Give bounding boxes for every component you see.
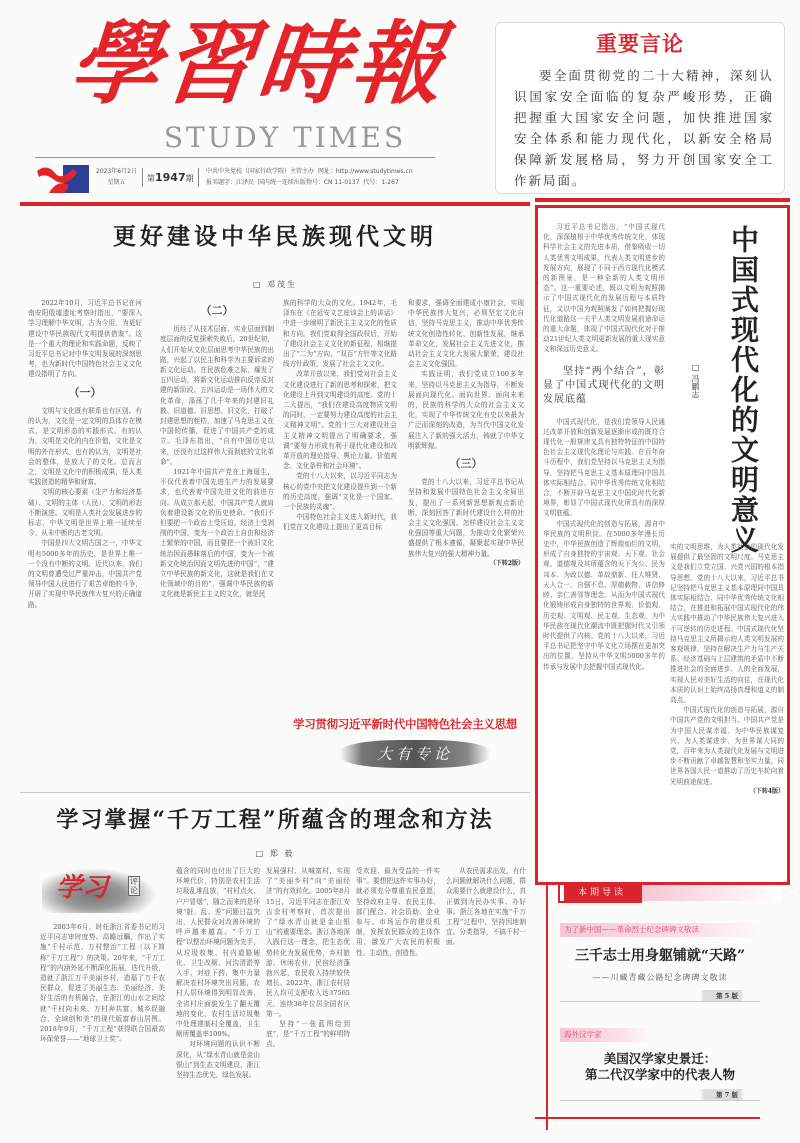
issue-no: 1947 <box>155 171 186 184</box>
issue-prefix: 第 <box>147 174 155 183</box>
paragraph: 改革开放以来，我们党对社会主义文化建设进行了新的思考和探索，把文化建设上升到文明建设的高度。党的十二大提出，“我们在建设高度物质文明的同时，一定要努力建设高度的社会主义精神文明”。党的十三大对建设社会主义精神文明提出了明确要求，强调“要努力形成有利于现代化建设和改革开放的理论指导、舆论力量、价值观念、文化条件和社会环境”。 <box>283 370 397 471</box>
guide-subtitle: ——川藏青藏公路纪念碑碑文敬读 <box>592 973 728 982</box>
date-block <box>96 166 137 188</box>
column-logo-text: 学习 <box>56 873 109 903</box>
newspaper-logo-text: 學習時報 <box>64 11 452 117</box>
paragraph: 2003年6月，时任浙江省委书记的习近平同志审时度势、高瞻远瞩，作出了实施“千村示范、万村整治”工程（以下简称“千万工程”）的决策。20年来，“千万工程”的内涵外延不断深化拓展，迭代升级，造就了浙江万千美丽乡村，造福了万千农民群众，促进了美丽生态、美丽经济、美好生活的有机融合，在浙江的山水之间绘就“千村向未来、万村奔共富、城乡促融合、全域创和美”的现代版富春山居图。2018年9月，“千万工程”获得联合国最高环保荣誉——“地球卫士奖”。 <box>40 923 165 1044</box>
newspaper-logo <box>64 8 496 120</box>
paragraph: 中国是四大文明古国之一，中华文明有5000多年的历史，是世界上唯一一个没有中断的文明。近代以来，我们的文明曾遭受过严重冲击，中国共产党领导中国人民进行了艰苦卓绝的斗争，开辟了实现中华民族伟大复兴的正确道路。 <box>28 539 142 609</box>
paragraph: 党的十八大以来，以习近平同志为核心的党中央把文化建设提升到一个新的历史高度，强调“文化是一个国家、一个民族的灵魂”。 <box>283 472 397 512</box>
article-column <box>266 866 350 1138</box>
divider <box>20 792 530 793</box>
guide-kicker: 海外汉学家 <box>560 1028 650 1042</box>
article-byline: □ 邓茂生 <box>252 280 298 289</box>
article-column <box>283 298 397 706</box>
section-divider <box>535 198 790 202</box>
paragraph: 实的文明思维，为人类社会的现代化发展提供了最坚固的文明尺度。马克思主义是我们立党立国、兴党兴国的根本指导思想。党的十八大以来，习近平总书记坚持把马克思主义基本原理同中国具体实际相结合、同中华优秀传统文化相结合，在推进和拓展中国式现代化的伟大实践中推动了中华民族伟大复兴进入不可逆转的历史进程。中国式现代化坚持马克思主义所揭示的人类文明发展的客观规律，坚持在解决生产力与生产关系、经济基础与上层建筑的矛盾中不断推进社会的全面进步、人的全面发展，实现人民对美好生活的向往，在现代化本质的认识上始终高扬真理和道义的制高点。 <box>670 543 784 705</box>
page-reference[interactable]: 第 5 版 <box>560 990 760 1002</box>
article-column <box>176 866 260 1138</box>
calligraphy-credit: 报名题字：江泽民 <box>206 179 255 186</box>
paragraph: 受欢迎、最为受益的一件实事”。要想把这件实事办好，就必须充分尊重农民意愿，坚持政府主导、农民主体、部门配合、社会资助、企业参与、市场运作的建设机制，发挥农民群众的主体作用，激发广大农民的积极性、主动性、创造性。 <box>356 867 440 957</box>
paragraph: 和要求，强调全面建成小康社会，实现中华民族伟大复兴，必须坚定文化自信，坚持马克思主义，推动中华优秀传统文化创造性转化、创新性发展，继承革命文化，发展社会主义先进文化，推动社会主义文化大发展大繁荣，建设社会主义文化强国。 <box>408 299 524 369</box>
paragraph: 历经了从技术层面、实业层面到制度层面的反复探索失败后，20世纪初，人们开始从文化层面思考中华民族的出路，兴起了以民主和科学为主要诉求的新文化运动。在民族危难之际，爆发了五四运动，将新文化运动推向反帝反封建的新阶段。五四运动是一场伟大的文化革命，涤荡了几千年来的封建旧礼教、旧道德、旧思想、旧文化，打破了封建思想的桎梏，加速了马克思主义在中国的传播，促进了中国共产党的成立。毛泽东指出，“自有中国历史以来，还没有过这样伟大而彻底的文化革命”。 <box>160 325 274 466</box>
article-column <box>670 542 784 877</box>
guide-item[interactable] <box>560 923 760 1002</box>
paragraph: 文明的核心要素（生产力和经济基础）、文明的主体（人民）、文明的形态不断演进。文明是人类社会发展进步的标志，中华文明是世界上唯一延续至今、从未中断的古老文明。 <box>28 488 142 538</box>
paragraph: 党的十八大以来，习近平总书记从坚持和发展中国特色社会主义全局出发，提出了一系列新思想新观点新论断，深刻回答了新时代建设什么样的社会主义文化强国、怎样建设社会主义文化强国等重大问题，为推动文化繁荣兴盛提供了根本遵循，凝聚起实现中华民族伟大复兴的强大精神力量。 <box>408 478 524 558</box>
guide-header: 本期导读 <box>560 885 640 901</box>
continued-on-link[interactable]: （下转4版） <box>749 787 784 795</box>
column-brand: 大有专论 <box>340 740 490 768</box>
article-title[interactable]: 更好建设中华民族现代文明 <box>113 224 437 250</box>
feature-byline: □ 冯鹏志 <box>691 363 700 399</box>
paragraph: 中国式现代化的创造与拓展，源自中华民族的文明积淀。在5000多年漫长历史中，中华民族创造了辉煌灿烂的文明，形成了自身独特的宇宙观、天下观、社会观、道德观及其所蕴含的天下为公、民为邦本、为政以德、革故鼎新、任人唯贤、天人合一、自强不息、厚德载物、讲信修睦、亲仁善邻等理念，从而为中国式现代化锻铸形成自身独特的世界观、价值观、历史观、文明观、民主观、生态观，为中华民族在现代化潮流中既把握时代又引领时代提供了内核。党的十八大以来，习近平总书记把坚守中华文化立场摆在更加突出的位置，坚持从中华文明5000多年的传承与发展中去把握中国式现代化。 <box>543 519 665 671</box>
section-divider <box>20 202 530 206</box>
article-column <box>28 298 142 788</box>
article-column <box>160 298 274 788</box>
guide-title[interactable]: 美国汉学家史景迁： <box>603 1051 717 1066</box>
issue-number <box>142 168 199 187</box>
article-title[interactable]: 学习掌握“千万工程”所蕴含的理念和方法 <box>56 807 494 833</box>
cn-number: 国内统一连续出版物号：CN 11-0137 <box>257 179 360 186</box>
article-column <box>408 298 524 708</box>
weekday: 星期五 <box>107 179 126 186</box>
page-reference[interactable]: 第 7 版 <box>560 1089 760 1101</box>
paragraph: 从农民需求出发，有什么问题就解决什么问题，群众需要什么就建设什么，真正做到为民办实事、办好事。浙江各地在实施“千万工程”过程中，坚持因地制宜、分类指导，不搞千村一面。 <box>446 867 526 947</box>
article-column <box>356 866 440 1138</box>
section-heading: （一） <box>68 385 102 399</box>
article-column <box>40 922 165 1137</box>
paragraph: 族的科学的大众的文化。1942年，毛泽东在《在延安文艺座谈会上的讲话》中进一步阐明了新民主主义文化的性质和方向。我们党取得全国政权后，开始了建设社会主义文化的新征程，相继提出了“二为”方向、“双百”方针等文化路线方针政策，发展了社会主义文化。 <box>283 299 397 369</box>
paragraph: 蕴含的同时也付出了巨大的环境代价，特别是农村生活垃圾乱堆乱放，“村村点火、户户冒烟”，随之而来的是环境“脏、乱、差”问题日益突出，人民群众对改善环境的呼声越来越高。“千万工程”以整治环境问题为先手，从垃圾收集、村内道路硬化、卫生改厕、河沟清淤等入手，对症下药，集中力量解决农村环境突出问题，农村人居环境得到明显改善，全省村庄面貌发生了翻天覆地的变化，农村生活垃圾集中处理建制村全覆盖，卫生厕所覆盖率100%。 <box>176 867 260 1039</box>
paragraph: 坚持“一张蓝图绘到底”，是“千万工程”的鲜明特点。 <box>266 1020 350 1049</box>
article-byline: □ 郑 毅 <box>255 849 295 858</box>
paragraph: 中国式现代化的创造与拓展，源自中国共产党的文明担当。中国共产党是为中国人民谋幸福、为中华民族谋复兴、为人类谋进步、为世界谋大同的党，百年来为人类现代化发展与文明进步不断贡献了卓越智慧和坚实力量，同世界各国人民一道推动了历史车轮向着光明前途前进。 <box>670 706 784 786</box>
paragraph: 1921年中国共产党在上海诞生，不仅代表着中国先进生产力的发展要求，也代表着中国先进文化的前进方向。从成立那天起，中国共产党人就肩负着建设新文化的历史使命。“我们不但要把一个政治上受压迫、经济上受剥削的中国，变为一个政治上自由和经济上繁荣的中国，而且要把一个被旧文化统治因而愚昧落后的中国，变为一个被新文化统治因而文明先进的中国”，“建立中华民族的新文化，这就是我们在文化领域中的目的”，强调中华民族的新文化就是新民主主义的文化，就是民 <box>160 468 274 599</box>
continued-on-link[interactable]: （下转2版） <box>489 559 524 567</box>
emblem-icon <box>35 163 90 195</box>
article-column <box>543 222 665 877</box>
website-link[interactable]: 网址：http://www.studytimes.cn <box>317 168 413 175</box>
paragraph: 中国特色社会主义进入新时代，我们党在文化建设上提出了更高目标 <box>283 513 397 532</box>
paragraph: 2022年10月，习近平总书记在河南安阳殷墟遗址考察时指出，“要深入学习理解中华文明，古为今用，为更好建设中华民族现代文明提供借鉴”。这是一个重大的理论和实践命题，反映了习近平总书记对中华文明发展的深刻思考，也为新时代中国特色社会主义文化建设指明了方向。 <box>28 299 142 379</box>
paragraph: 文明与文化既有联系也有区别。有的认为，文化是一定文明的具体存在模式，是文明形态的实践形式。有的认为，文明是文化的内在价值，文化是文明的外在形式。也有的认为，文明是社会的整体，是放大了的文化。总而言之，文明是文化中的积极成果，是人类实践创造的精华和财富。 <box>28 406 142 487</box>
subheading: 坚持“两个结合”，彰显了中国式现代化的文明发展底蕴 <box>543 365 665 405</box>
guide-item[interactable] <box>560 1028 760 1101</box>
column-logo-sub: 评论 <box>130 877 138 895</box>
important-quote-box <box>495 22 785 194</box>
publication-info <box>206 166 456 188</box>
guide-title-line2[interactable]: 第二代汉学家中的代表人物 <box>584 1067 735 1082</box>
publisher: 中共中央党校（国家行政学院）主管主办 <box>206 168 315 175</box>
section-heading: （三） <box>449 457 483 471</box>
quote-title: 重要言论 <box>596 32 684 56</box>
guide-title[interactable]: 三千志士用身躯铺就“天路” <box>574 948 746 964</box>
guide-kicker: 为了新中国——革命烈士纪念碑碑文敬读 <box>560 923 760 937</box>
paragraph: 对环境问题的认识不断深化，从“绿水青山就是金山银山”到生态文明建设，浙江坚持生态优先、绿色发展。 <box>176 1040 260 1080</box>
date: 2023年6月2日 <box>96 168 137 175</box>
feature-title[interactable]: 中国式现代化的文明意义 <box>727 225 760 555</box>
guide-bottom-rule <box>535 1117 760 1119</box>
masthead-rule <box>35 157 435 158</box>
column-logo <box>42 868 157 913</box>
section-heading: （二） <box>200 304 234 317</box>
article-column <box>446 866 526 1138</box>
quote-text: 要全面贯彻党的二十大精神，深刻认识国家安全面临的复杂严峻形势，正确把握重大国家安全问题，加快推进国家安全体系和能力现代化，以新安全格局保障新发展格局，努力开创国家安全工作新局面。 <box>514 68 774 188</box>
guide-side-rule <box>546 885 548 1130</box>
paragraph: 实践证明，我们党成立100多年来，坚持以马克思主义为指导，不断发展面向现代化、面向世界、面向未来的，民族的科学的大众的社会主义文化，实现了中华传统文化有史以来最为广泛而深刻的改造，为当代中国文化发展注入了新的强大活力，铸就了中华文明新辉煌。 <box>408 370 524 450</box>
english-title: STUDY TIMES <box>163 121 407 154</box>
paragraph: 习近平总书记指出，“中国式现代化，深深植根于中华优秀传统文化，体现科学社会主义的先进本质，借鉴吸收一切人类优秀文明成果，代表人类文明进步的发展方向，展现了不同于西方现代化模式的新图景，是一种全新的人类文明形态”。这一重要论述，既以文明为观照揭示了中国式现代化的发展历程与本质特征，又以中国为观照阐发了如何把握好现代化道路这一关乎人类文明发展前途命运的重大命题，体现了中国式现代化对于推动21世纪人类文明更新发展的重大现实意义和深远历史意义。 <box>543 223 665 354</box>
series-banner: 学习贯彻习近平新时代中国特色社会主义思想 <box>293 717 517 731</box>
issue-suffix: 期 <box>185 174 194 183</box>
paragraph: 发展强村、从喊富村，实现了“美丽乡村”向“美丽经济”的有效转化。2005年8月15日，习近平同志在浙江安吉余村考察时，首次提出了“绿水青山就是金山银山”的重要理念。浙江各地深入践行这一理念，把生态优势转化为发展优势，乡村旅游、休闲农业、民宿经济蓬勃兴起，农民收入持续较快增长。2022年，浙江农村居民人均可支配收入达37565元，连续38年位居全国省区第一。 <box>266 867 350 1018</box>
paragraph: 中国式现代化，是我们党领导人民通过改革开放和创新发展逐渐形成的既符合现代化一般规律又具有独特特征的中国特色社会主义现代化理论与实践。在百年奋斗历程中，我们党坚持以马克思主义为指导，坚持把马克思主义基本原理同中国具体实际相结合、同中华优秀传统文化相结合，不断开辟马克思主义中国化时代化新境界，彰显了中国式现代化所具有的深厚文明底蕴。 <box>543 417 665 518</box>
postal-code: 代号：1-267 <box>363 179 399 186</box>
